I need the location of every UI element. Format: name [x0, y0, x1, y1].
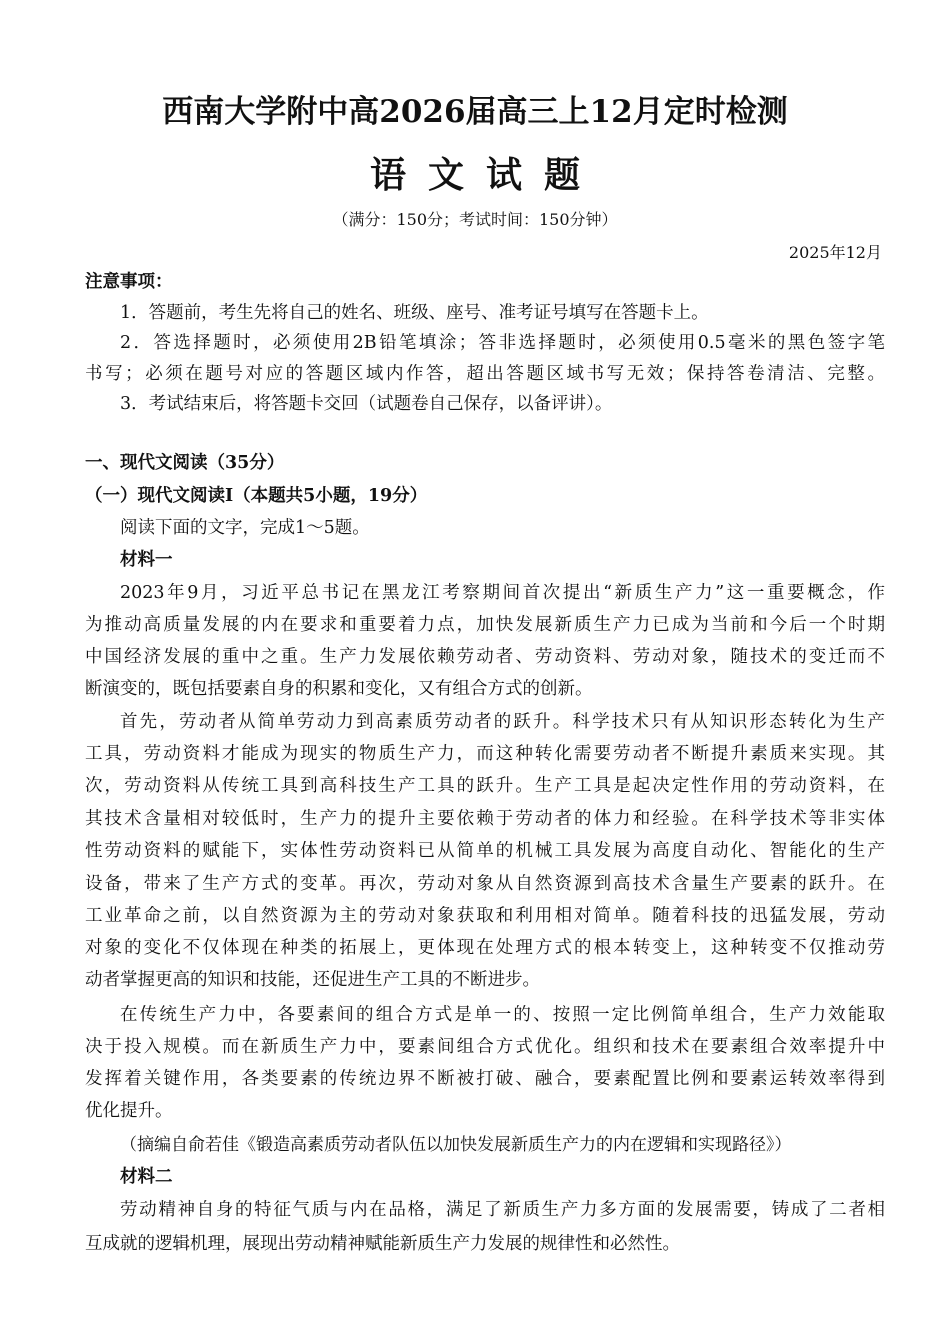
note-item-2-line-1: 2．答选择题时，必须使用2B铅笔填涂；答非选择题时，必须使用0.5毫米的黑色签字笔 [120, 333, 885, 353]
paragraph-line: 次，劳动资料从传统工具到高科技生产工具的跃升。生产工具是起决定性作用的劳动资料，在 [85, 776, 885, 796]
exam-date: 2025年12月 [788, 243, 882, 262]
paragraph-line: 设备，带来了生产方式的变革。再次，劳动对象从自然资源到高技术含量生产要素的跃升。在 [85, 874, 885, 894]
paragraph-line: 劳动精神自身的特征气质与内在品格，满足了新质生产力多方面的发展需要，铸成了二者相 [120, 1200, 885, 1220]
material-2-label: 材料二 [120, 1167, 173, 1187]
paragraph-line: 决于投入规模。而在新质生产力中，要素间组合方式优化。组织和技术在要素组合效率提升中 [85, 1037, 885, 1057]
paragraph-line: 发挥着关键作用，各类要素的传统边界不断被打破、融合，要素配置比例和要素运转效率得到 [85, 1069, 885, 1089]
note-item-1: 1．答题前，考生先将自己的姓名、班级、座号、准考证号填写在答题卡上。 [120, 303, 709, 323]
subject-title: 语文试题 [369, 154, 602, 196]
section-heading: 一、现代文阅读（35分） [85, 453, 285, 473]
paragraph-line: 其技术含量相对较低时，生产力的提升主要依赖于劳动者的体力和经验。在科学技术等非实体 [85, 809, 885, 829]
paragraph-line: 工具，劳动资料才能成为现实的物质生产力，而这种转化需要劳动者不断提升素质来实现。其 [85, 744, 885, 764]
paragraph-line: 为推动高质量发展的内在要求和重要着力点，加快发展新质生产力已成为当前和今后一个时期 [85, 615, 885, 635]
paragraph-line: 首先，劳动者从简单劳动力到高素质劳动者的跃升。科学技术只有从知识形态转化为生产 [120, 712, 885, 732]
paragraph-line: 优化提升。 [85, 1101, 173, 1121]
paragraph-line: 在传统生产力中，各要素间的组合方式是单一的、按照一定比例简单组合，生产力效能取 [120, 1005, 885, 1025]
note-item-3: 3．考试结束后，将答题卡交回（试题卷自己保存，以备评讲）。 [120, 394, 613, 414]
notes-heading: 注意事项： [85, 272, 173, 292]
paragraph-line: 工业革命之前，以自然资源为主的劳动对象获取和利用相对简单。随着科技的迅猛发展，劳动 [85, 906, 885, 926]
exam-title: 西南大学附中高2026届高三上12月定时检测 [162, 94, 788, 130]
reading-instruction: 阅读下面的文字，完成1～5题。 [120, 518, 370, 538]
paragraph-line: 性劳动资料的赋能下，实体性劳动资料已从简单的机械工具发展为高度自动化、智能化的生产 [85, 841, 885, 861]
paragraph-line: 对象的变化不仅体现在种类的拓展上，更体现在处理方式的根本转变上，这种转变不仅推动劳 [85, 938, 885, 958]
paragraph-line: 中国经济发展的重中之重。生产力发展依赖劳动者、劳动资料、劳动对象，随技术的变迁而不 [85, 647, 885, 667]
paragraph-line: 断演变的，既包括要素自身的积累和变化，又有组合方式的创新。 [85, 679, 593, 699]
paragraph-line: 2023年9月，习近平总书记在黑龙江考察期间首次提出“新质生产力”这一重要概念，作 [120, 583, 885, 603]
material-1-source: （摘编自俞若佳《锻造高素质劳动者队伍以加快发展新质生产力的内在逻辑和实现路径》） [120, 1135, 792, 1155]
material-1-label: 材料一 [120, 550, 173, 570]
score-info: （满分：150分；考试时间：150分钟） [332, 210, 618, 229]
paragraph-line: 互成就的逻辑机理，展现出劳动精神赋能新质生产力发展的规律性和必然性。 [85, 1234, 680, 1254]
subsection-heading: （一）现代文阅读Ⅰ（本题共5小题，19分） [85, 486, 428, 506]
note-item-2-line-2: 书写；必须在题号对应的答题区域内作答，超出答题区域书写无效；保持答卷清洁、完整。 [85, 364, 885, 384]
paragraph-line: 动者掌握更高的知识和技能，还促进生产工具的不断进步。 [85, 970, 540, 990]
